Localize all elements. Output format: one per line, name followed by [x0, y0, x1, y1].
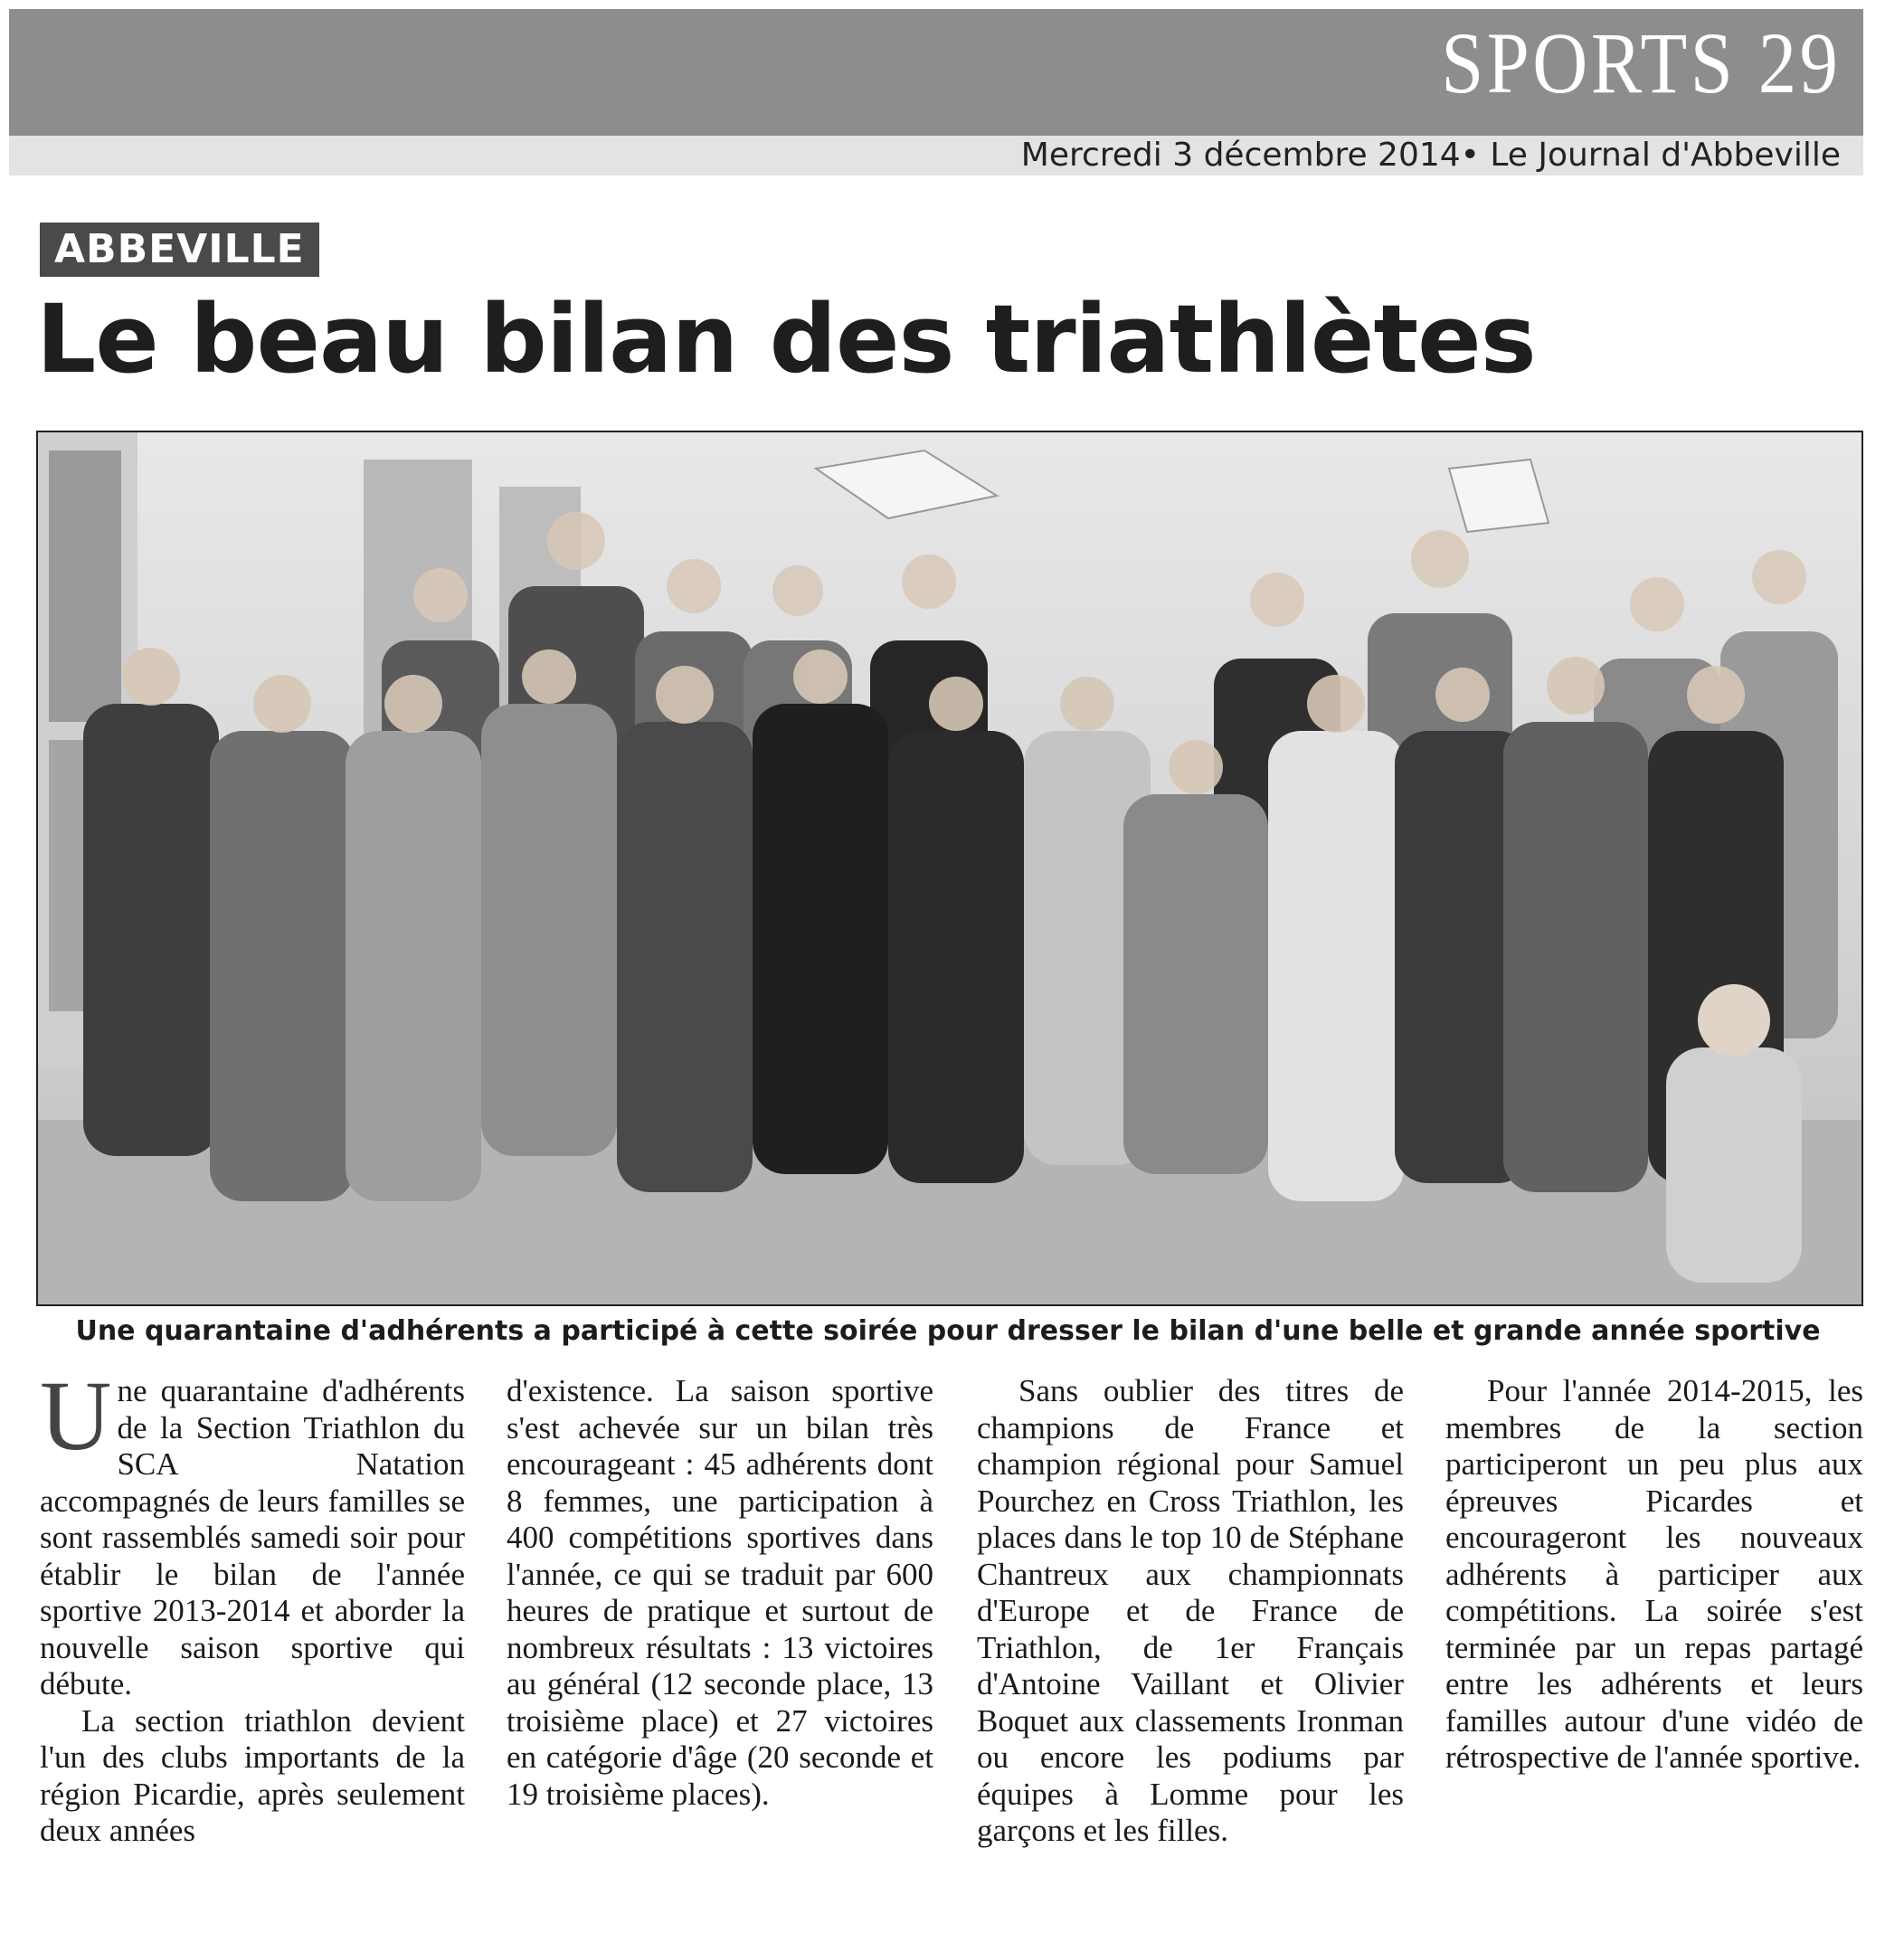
- article-column-3: [977, 1373, 1404, 1850]
- dateline: Mercredi 3 décembre 2014• Le Journal d'Abbeville: [1020, 137, 1841, 174]
- group-photo: [36, 431, 1863, 1306]
- headline: Le beau bilan des triathlètes: [36, 284, 1536, 394]
- article-column-1: [40, 1360, 465, 1850]
- paragraph: ne quarantaine d'adhérents de la Section Triathlon du SCA Natation accompagnés de leurs familles se sont rassemblés samedi soir pour établir le bilan de l'année sportive 2013-2014 et aborder la nouvelle saison sportive qui débute.: [40, 1373, 465, 1701]
- paragraph: Sans oublier des titres de champions de France et champion régional pour Samuel Pourchez en Cross Triathlon, les places dans le top 10 de Stéphane Chantreux aux championnats d'Europe et de France de Triathlon, de 1er Français d'Antoine Vaillant et Olivier Boquet aux classements Ironman ou encore les podiums par équipes à Lomme pour les garçons et les filles.: [977, 1373, 1404, 1848]
- photo-caption: Une quarantaine d'adhérents a participé à cette soirée pour dresser le bilan d'une belle et grande année sportive: [75, 1315, 1821, 1347]
- paragraph: La section triathlon devient l'un des clubs importants de la région Picardie, après seulement deux années: [40, 1702, 465, 1848]
- paragraph: d'existence. La saison sportive s'est achevée sur un bilan très encourageant : 45 adhérents dont 8 femmes, une participation à 400 compétitions sportives dans l'année, ce qui se traduit par 600 heures de pratique et surtout de nombreux résultats : 13 victoires au général (12 seconde place, 13 troisième place) et 27 victoires en catégorie d'âge (20 seconde et 19 troisième places).: [507, 1373, 933, 1812]
- article-column-4: [1445, 1373, 1863, 1777]
- article-column-2: [507, 1373, 933, 1813]
- group-photo-illustration: [38, 432, 1861, 1304]
- section-title: SPORTS 29: [1440, 14, 1841, 111]
- dropcap: U: [40, 1360, 112, 1471]
- paragraph: Pour l'année 2014-2015, les membres de la section participeront un peu plus aux épreuves Picardes et encourageront les nouveaux adhérents à participer aux compétitions. La soirée s'est terminée par un repas partagé entre les adhérents et leurs familles autour d'une vidéo de rétrospective de l'année sportive.: [1445, 1373, 1863, 1775]
- kicker-label: ABBEVILLE: [40, 223, 319, 277]
